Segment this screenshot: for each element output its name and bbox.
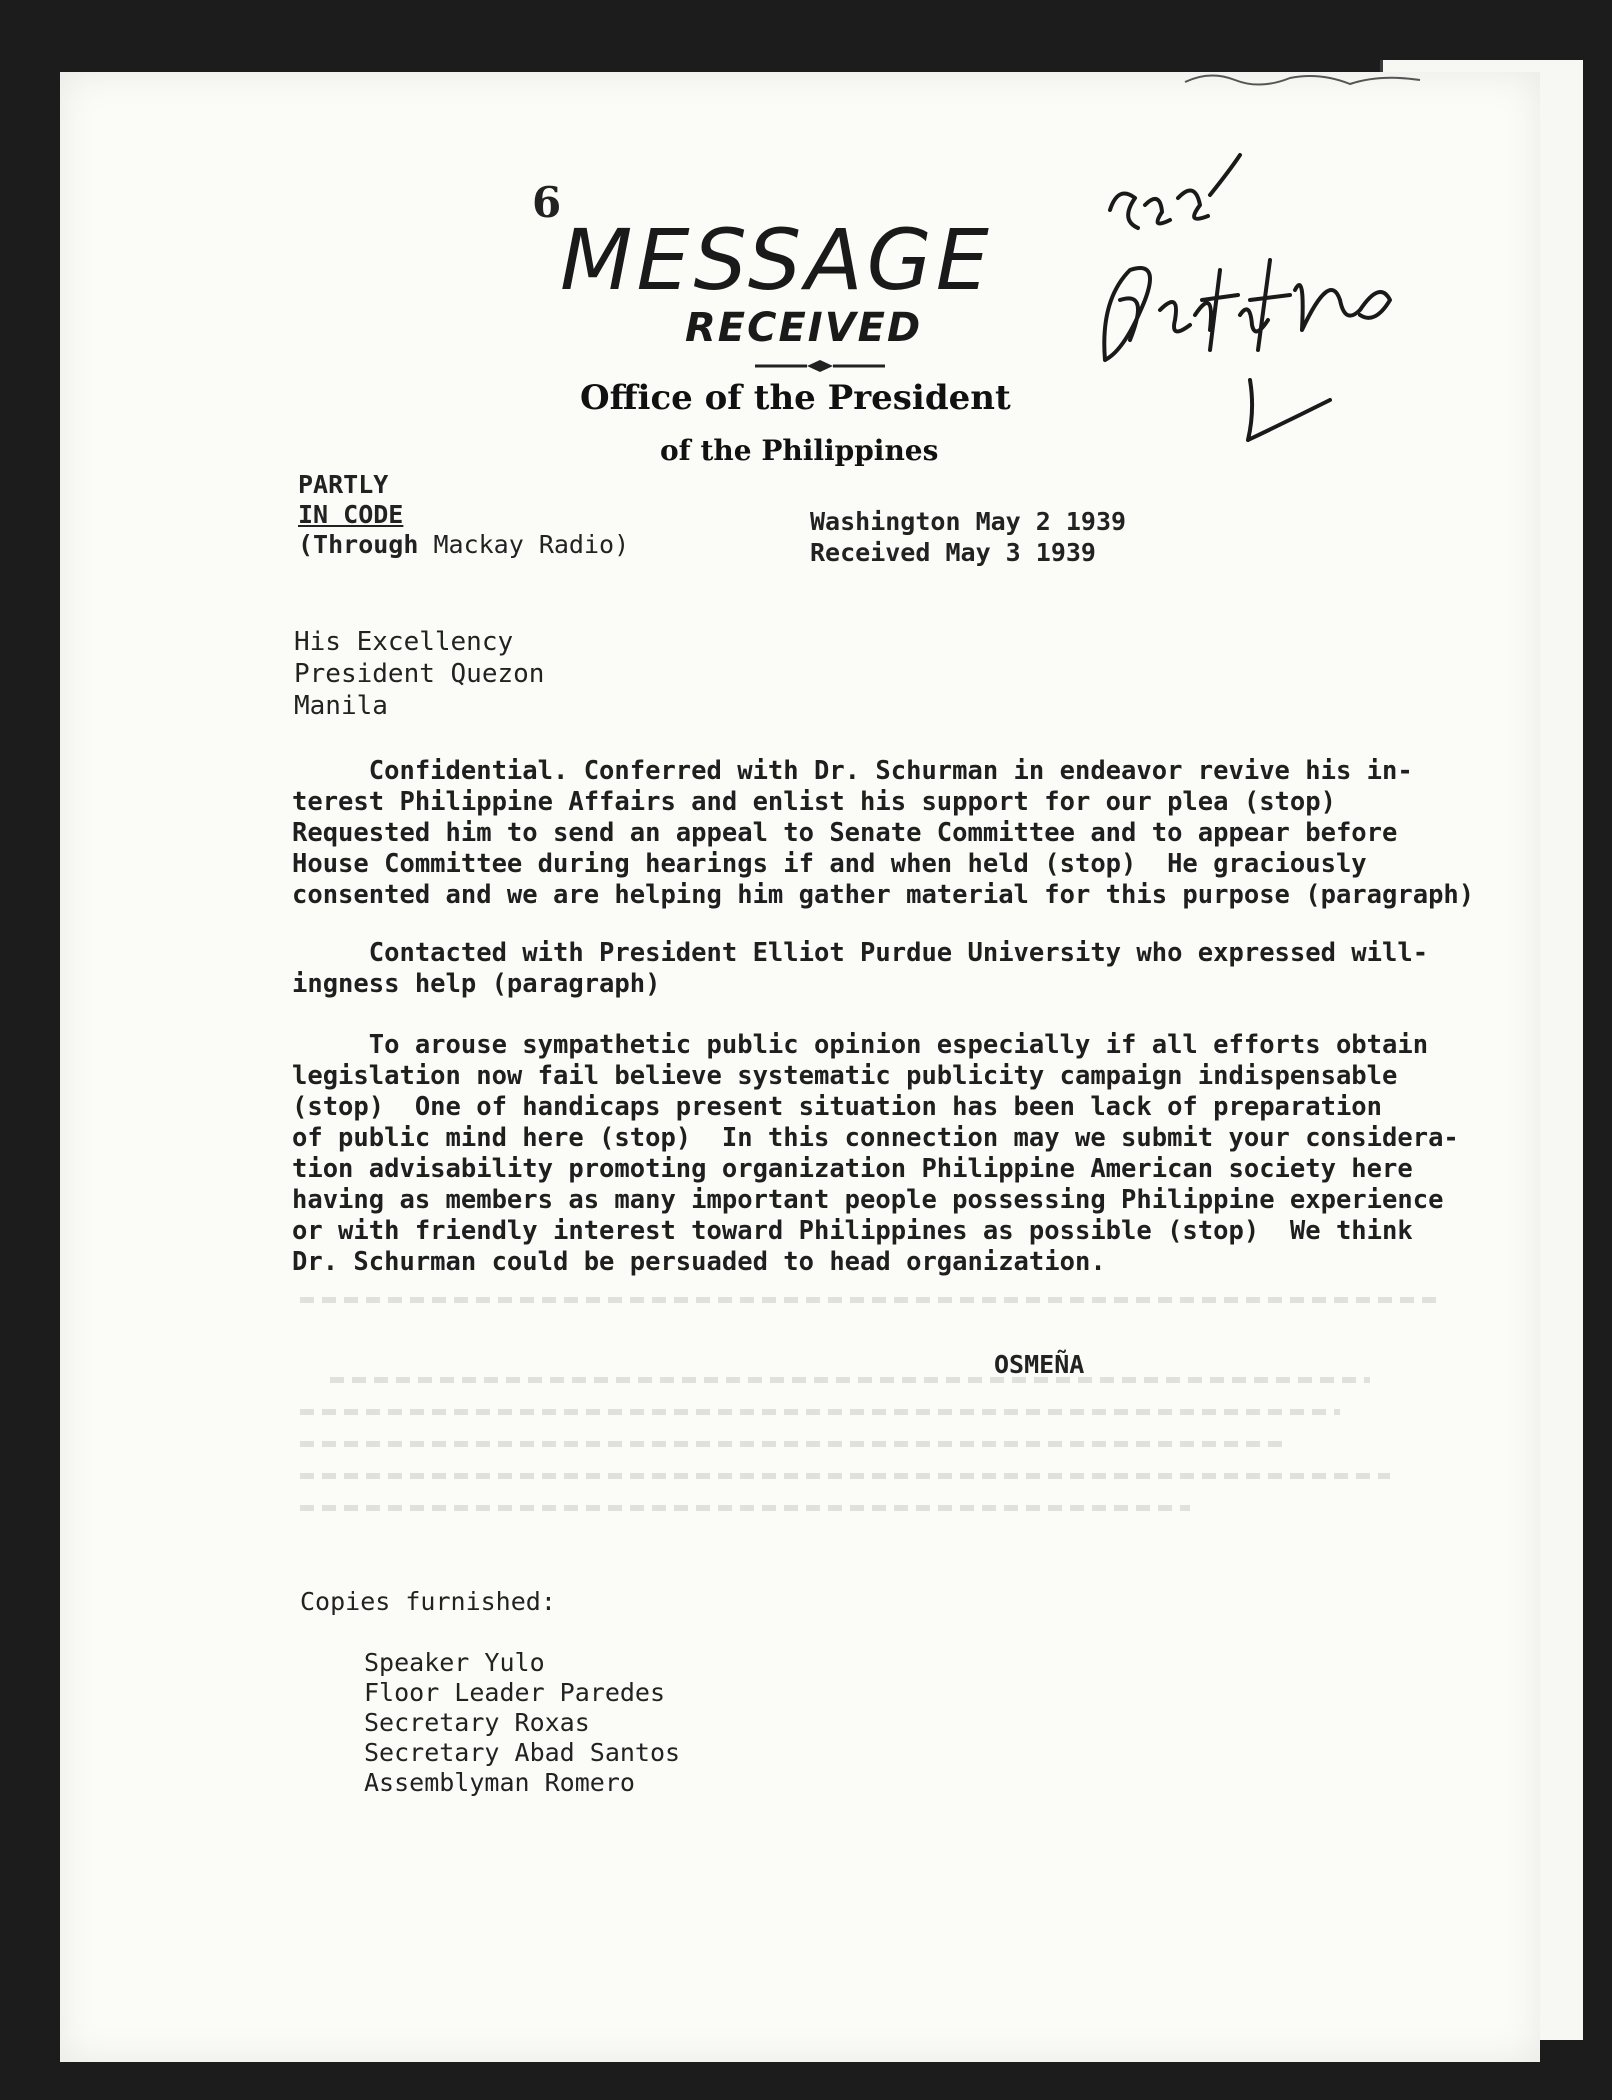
body-line: legislation now fail believe systematic publicity campaign indispensable xyxy=(292,1061,1398,1091)
page-number: 6 xyxy=(532,178,562,227)
body-line: Contacted with President Elliot Purdue University who expressed will- xyxy=(292,938,1429,968)
body-paragraph-3 xyxy=(292,1030,1459,1278)
top-edge-handwriting xyxy=(1180,62,1430,92)
body-line: Confidential. Conferred with Dr. Schurman in endeavor revive his in- xyxy=(292,756,1413,786)
address-line: Manila xyxy=(294,691,388,721)
address-line: President Quezon xyxy=(294,659,545,689)
address-line: His Excellency xyxy=(294,627,514,657)
signature: OSMEÑA xyxy=(994,1350,1085,1379)
letterhead-divider-ornament xyxy=(755,358,885,374)
letterhead-office: Office of the President xyxy=(580,378,1011,418)
body-line: ingness help (paragraph) xyxy=(292,969,661,999)
transmission-partly: PARTLY xyxy=(298,470,389,499)
transmission-in-code: IN CODE xyxy=(298,500,404,529)
recipient: Secretary Abad Santos xyxy=(364,1738,681,1767)
copies-heading: Copies furnished: xyxy=(300,1587,556,1616)
letterhead-country: of the Philippines xyxy=(660,434,939,467)
body-line: consented and we are helping him gather material for this purpose (paragraph) xyxy=(292,880,1475,910)
recipient: Speaker Yulo xyxy=(364,1648,545,1677)
body-paragraph-1 xyxy=(292,756,1474,911)
received-date: Received May 3 1939 xyxy=(810,538,1096,567)
bleed-through-texture xyxy=(290,1290,1450,1530)
recipient: Secretary Roxas xyxy=(364,1708,590,1737)
transmission-through: (Through xyxy=(298,530,419,559)
body-line: Requested him to send an appeal to Senate Committee and to appear before xyxy=(292,818,1398,848)
recipient: Floor Leader Paredes xyxy=(364,1678,666,1707)
recipient: Assemblyman Romero xyxy=(364,1768,635,1797)
body-line: Dr. Schurman could be persuaded to head organization. xyxy=(292,1247,1106,1277)
body-line: (stop) One of handicaps present situation has been lack of preparation xyxy=(292,1092,1383,1122)
body-line: having as members as many important people possessing Philippine experience xyxy=(292,1185,1444,1215)
handwritten-annotation xyxy=(1090,150,1430,450)
body-line: of public mind here (stop) In this connection may we submit your considera- xyxy=(292,1123,1459,1153)
body-line: tion advisability promoting organization Philippine American society here xyxy=(292,1154,1413,1184)
transmission-mackay: Mackay Radio) xyxy=(418,530,630,559)
sent-date: Washington May 2 1939 xyxy=(810,507,1127,536)
body-line: House Committee during hearings if and when held (stop) He graciously xyxy=(292,849,1367,879)
body-line: or with friendly interest toward Philippines as possible (stop) We think xyxy=(292,1216,1413,1246)
body-line: terest Philippine Affairs and enlist his support for our plea (stop) xyxy=(292,787,1336,817)
transmission-notes xyxy=(298,470,629,560)
address-block xyxy=(294,626,544,722)
dateline xyxy=(810,506,1126,568)
letterhead-title: MESSAGE xyxy=(560,211,993,309)
recipients-list xyxy=(364,1648,680,1798)
body-paragraph-2 xyxy=(292,938,1428,1000)
letterhead-subtitle: RECEIVED xyxy=(685,305,923,351)
body-line: To arouse sympathetic public opinion especially if all efforts obtain xyxy=(292,1030,1429,1060)
